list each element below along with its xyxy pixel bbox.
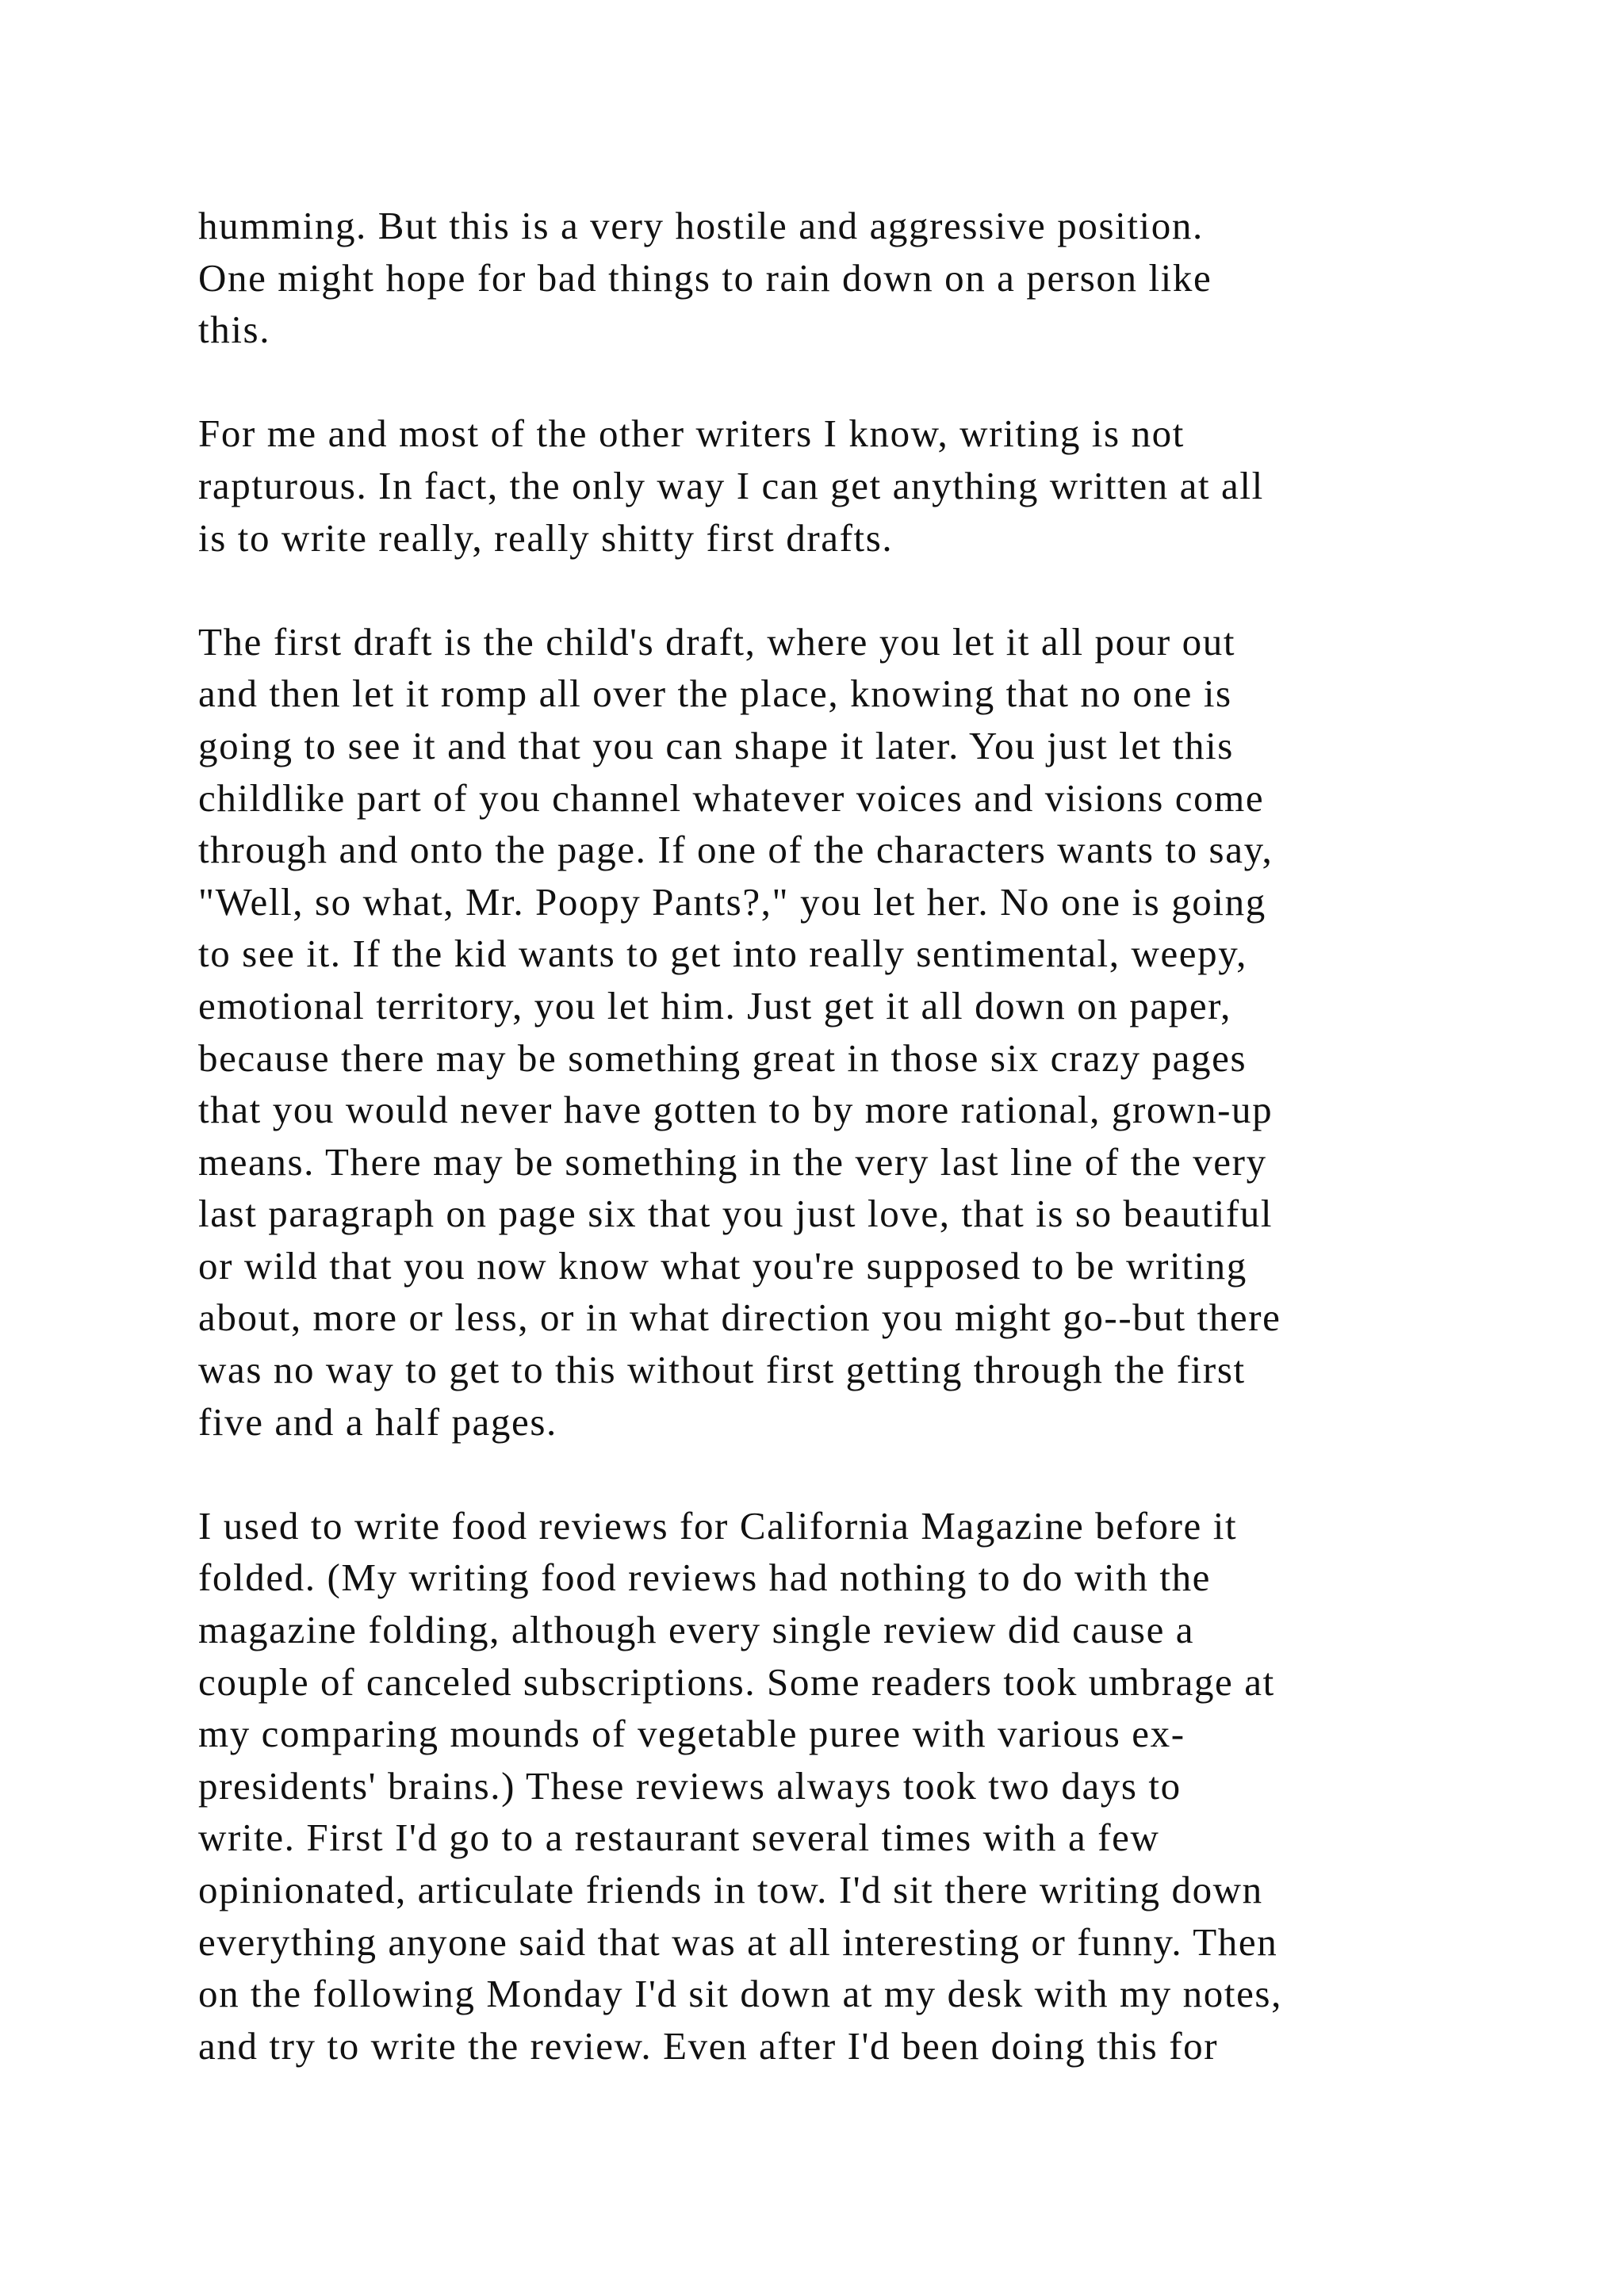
text-line: For me and most of the other writers I know, writing is not xyxy=(198,411,1185,456)
text-line: One might hope for bad things to rain down on a person like xyxy=(198,255,1212,300)
document-body xyxy=(198,200,1499,2124)
text-line: everything anyone said that was at all interesting or funny. Then xyxy=(198,1919,1278,1964)
text-line: rapturous. In fact, the only way I can get anything written at all xyxy=(198,463,1264,507)
text-line: "Well, so what, Mr. Poopy Pants?," you let her. No one is going xyxy=(198,879,1266,924)
paragraph-3 xyxy=(198,616,1499,1448)
text-line: through and onto the page. If one of the characters wants to say, xyxy=(198,828,1274,872)
text-line: was no way to get to this without first getting through the first xyxy=(198,1348,1246,1392)
text-line: opinionated, articulate friends in tow. I'd sit there writing down xyxy=(198,1868,1263,1911)
text-line: about, more or less, or in what direction you might go--but there xyxy=(198,1295,1281,1340)
text-line: write. First I'd go to a restaurant several times with a few xyxy=(198,1816,1160,1860)
text-line: and try to write the review. Even after I'd been doing this for xyxy=(198,2023,1219,2068)
text-line: five and a half pages. xyxy=(198,1399,557,1444)
paragraph-4 xyxy=(198,1500,1499,2072)
text-line: presidents' brains.) These reviews always took two days to xyxy=(198,1763,1182,1808)
paragraph-2 xyxy=(198,408,1499,564)
text-line: The first draft is the child's draft, where you let it all pour out xyxy=(198,619,1236,664)
text-line: magazine folding, although every single review did cause a xyxy=(198,1608,1195,1652)
text-line: this. xyxy=(198,308,271,352)
text-line: I used to write food reviews for California Magazine before it xyxy=(198,1503,1238,1548)
text-line: or wild that you now know what you're supposed to be writing xyxy=(198,1243,1247,1288)
text-line: to see it. If the kid wants to get into really sentimental, weepy, xyxy=(198,932,1248,976)
text-line: on the following Monday I'd sit down at my desk with my notes, xyxy=(198,1972,1282,2016)
text-line: last paragraph on page six that you just love, that is so beautiful xyxy=(198,1192,1274,1236)
text-line: and then let it romp all over the place, knowing that no one is xyxy=(198,672,1232,716)
text-line: going to see it and that you can shape it later. You just let this xyxy=(198,723,1234,767)
text-line: humming. But this is a very hostile and aggressive position. xyxy=(198,204,1204,247)
text-line: because there may be something great in those six crazy pages xyxy=(198,1035,1247,1080)
text-line: is to write really, really shitty first drafts. xyxy=(198,515,894,560)
text-line: couple of canceled subscriptions. Some readers took umbrage at xyxy=(198,1659,1275,1704)
text-line: that you would never have gotten to by more rational, grown-up xyxy=(198,1088,1274,1132)
text-line: means. There may be something in the very last line of the very xyxy=(198,1139,1267,1184)
text-line: childlike part of you channel whatever voices and visions come xyxy=(198,775,1265,820)
paragraph-1 xyxy=(198,200,1499,356)
text-line: my comparing mounds of vegetable puree with various ex- xyxy=(198,1712,1185,1756)
text-line: folded. (My writing food reviews had nothing to do with the xyxy=(198,1556,1212,1600)
text-line: emotional territory, you let him. Just get it all down on paper, xyxy=(198,983,1231,1027)
